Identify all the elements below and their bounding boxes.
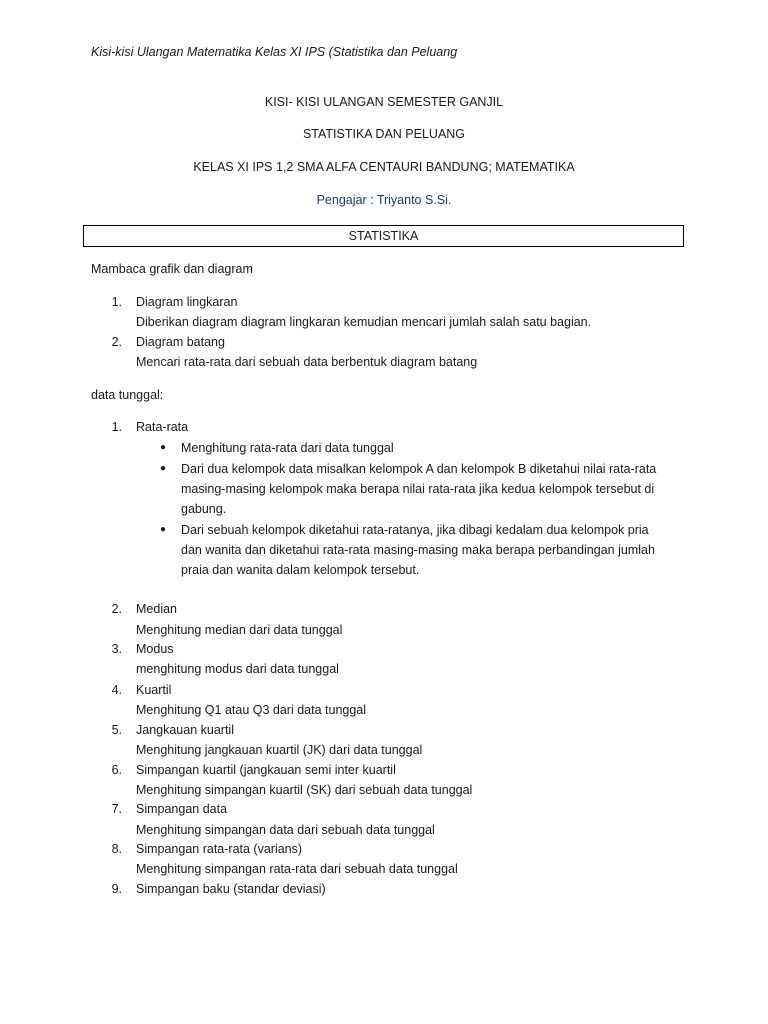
list-item-title: Simpangan rata-rata (varians) <box>136 842 303 856</box>
list-item-title: Diagram lingkaran <box>136 295 238 309</box>
list-item-number: 2. <box>111 602 122 616</box>
list-item-title: Median <box>136 602 177 616</box>
list-item-title: Jangkauan kuartil <box>136 723 234 737</box>
bullet-text: masing-masing kelompok maka berapa nilai rata-rata jika kedua kelompok tersebut di <box>181 482 655 496</box>
list-item-number: 4. <box>111 683 122 697</box>
list-item-description: Menghitung jangkauan kuartil (JK) dari data tunggal <box>136 743 423 757</box>
list-item-number: 7. <box>111 802 122 816</box>
list-item-title: Simpangan kuartil (jangkauan semi inter kuartil <box>136 763 396 777</box>
bullet-text: Dari sebuah kelompok diketahui rata-ratanya, jika dibagi kedalam dua kelompok pria <box>181 523 649 537</box>
list-item-description: Menghitung Q1 atau Q3 dari data tunggal <box>136 703 367 717</box>
document-title: KISI- KISI ULANGAN SEMESTER GANJIL <box>264 95 504 109</box>
teacher-name: Pengajar : Triyanto S.Si. <box>316 193 452 207</box>
list-item-number: 1. <box>111 295 122 309</box>
list-item-title: Simpangan data <box>136 802 228 816</box>
list-item-description: Menghitung simpangan data dari sebuah data tunggal <box>136 823 435 837</box>
class-info: KELAS XI IPS 1,2 SMA ALFA CENTAURI BANDUNG; MATEMATIKA <box>193 160 575 174</box>
list-item-title: Kuartil <box>136 683 172 697</box>
list-item-title: Modus <box>136 642 174 656</box>
list-item-number: 2. <box>111 335 122 349</box>
single-data-intro: data tunggal: <box>91 388 164 402</box>
list-item-number: 6. <box>111 763 122 777</box>
list-item-number: 9. <box>111 882 122 896</box>
list-item-number: 1. <box>111 420 122 434</box>
list-item-number: 8. <box>111 842 122 856</box>
list-item-description: Diberikan diagram diagram lingkaran kemudian mencari jumlah salah satu bagian. <box>136 315 592 329</box>
bullet-text: dan wanita dan diketahui rata-rata masing-masing maka berapa perbandingan jumlah <box>181 543 655 557</box>
list-item-number: 3. <box>111 642 122 656</box>
bullet-icon: ● <box>160 463 167 474</box>
bullet-text: Menghitung rata-rata dari data tunggal <box>181 441 394 455</box>
list-item-description: Menghitung simpangan rata-rata dari sebuah data tunggal <box>136 862 458 876</box>
bullet-text: praia dan wanita dalam kelompok tersebut. <box>181 563 420 577</box>
list-item-number: 5. <box>111 723 122 737</box>
list-item-description: menghitung modus dari data tunggal <box>136 662 339 676</box>
graphs-intro: Mambaca grafik dan diagram <box>91 262 253 276</box>
list-item-description: Mencari rata-rata dari sebuah data berbentuk diagram batang <box>136 355 478 369</box>
bullet-icon: ● <box>160 524 167 535</box>
list-item-description: Menghitung median dari data tunggal <box>136 623 343 637</box>
bullet-icon: ● <box>160 442 167 453</box>
list-item-title: Simpangan baku (standar deviasi) <box>136 882 326 896</box>
list-item-title: Diagram batang <box>136 335 225 349</box>
bullet-text: Dari dua kelompok data misalkan kelompok A dan kelompok B diketahui nilai rata-rata <box>181 462 657 476</box>
bullet-text: gabung. <box>181 502 227 516</box>
list-item-description: Menghitung simpangan kuartil (SK) dari sebuah data tunggal <box>136 783 473 797</box>
document-subtitle: STATISTIKA DAN PELUANG <box>302 127 466 141</box>
running-header: Kisi-kisi Ulangan Matematika Kelas XI IPS (Statistika dan Peluang <box>91 45 458 59</box>
list-item-title: Rata-rata <box>136 420 189 434</box>
section-heading-statistika: STATISTIKA <box>83 225 684 247</box>
